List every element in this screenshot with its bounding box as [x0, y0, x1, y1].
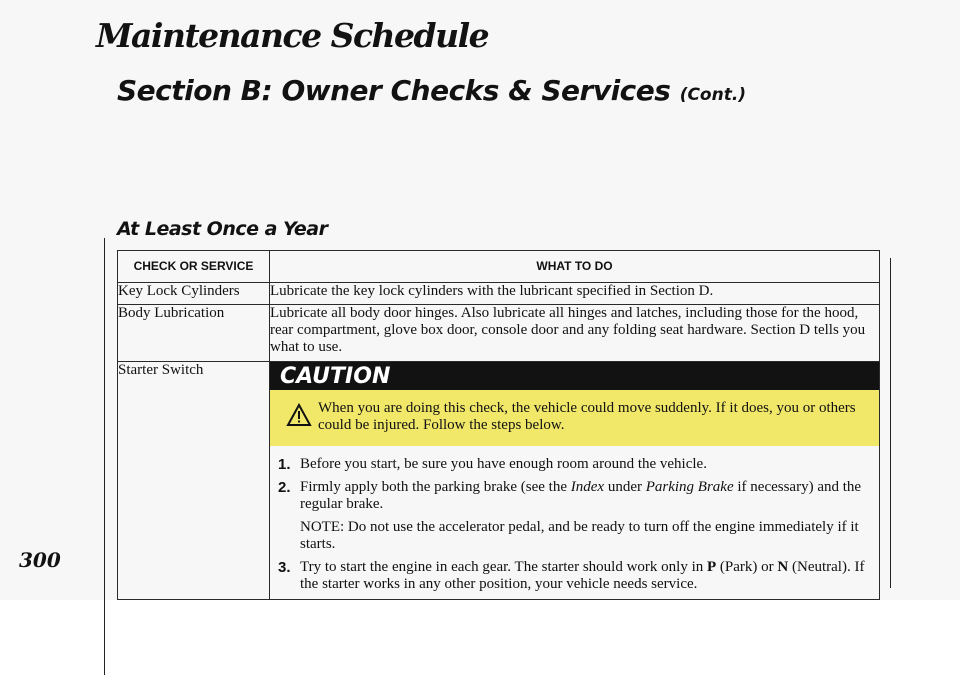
list-item	[278, 479, 871, 513]
caution-box	[270, 390, 879, 446]
table-row	[118, 283, 880, 305]
step-text-part: (Park) or	[716, 559, 778, 575]
step-text-part: Firmly apply both the parking brake (see the	[300, 479, 571, 495]
step-text	[300, 559, 871, 593]
index-reference: Index	[570, 479, 605, 495]
table-row	[118, 362, 880, 600]
list-item	[278, 559, 871, 593]
left-margin-rule	[104, 238, 105, 675]
row-item: Starter Switch	[118, 362, 270, 600]
caution-label: CAUTION	[270, 362, 879, 390]
caution-text: When you are doing this check, the vehicle could move suddenly. If it does, you or others could be injured. Follow the steps below.	[318, 400, 856, 433]
step-number: 2.	[278, 479, 291, 496]
maintenance-table	[117, 250, 880, 600]
step-text-part: Try to start the engine in each gear. The starter should work only in	[300, 559, 707, 575]
gear-neutral: N	[777, 559, 789, 575]
step-text: Before you start, be sure you have enough room around the vehicle.	[300, 456, 707, 472]
step-text-part: (Neutral). If the starter works in any other position, your vehicle needs service.	[300, 559, 865, 592]
table-row	[118, 305, 880, 362]
subtitle-cont: (Cont.)	[679, 85, 747, 105]
page-number: 300	[19, 548, 61, 572]
row-instructions: Lubricate the key lock cylinders with the lubricant specified in Section D.	[270, 283, 880, 305]
row-item: Body Lubrication	[118, 305, 270, 362]
parking-brake-reference: Parking Brake	[645, 479, 734, 495]
row-instructions: Lubricate all body door hinges. Also lubricate all hinges and latches, including those for the hood, rear compartment, glove box door, console door and any folding seat hardware. Section D tells you what to use.	[270, 305, 880, 362]
right-margin-rule	[890, 258, 891, 588]
step-text-part: under	[604, 479, 646, 495]
section-heading: At Least Once a Year	[117, 218, 328, 240]
list-item	[278, 456, 871, 473]
starter-switch-instructions	[270, 362, 880, 600]
section-subtitle	[117, 74, 746, 107]
row-item: Key Lock Cylinders	[118, 283, 270, 305]
footer-band	[0, 600, 960, 676]
gear-park: P	[707, 559, 717, 575]
subtitle-text: Section B: Owner Checks & Services	[117, 74, 671, 107]
step-number: 3.	[278, 559, 291, 576]
step-text-part: if necessary) and the regular brake.	[300, 479, 862, 512]
step-text	[300, 479, 871, 513]
step-number: 1.	[278, 456, 291, 473]
page-title: Maintenance Schedule	[96, 16, 489, 55]
table-header-row	[118, 251, 880, 283]
column-header-check: CHECK OR SERVICE	[118, 251, 270, 283]
steps-list	[270, 446, 879, 593]
column-header-what: WHAT TO DO	[270, 251, 880, 283]
note-text: NOTE: Do not use the accelerator pedal, and be ready to turn off the engine immediately if it starts.	[300, 519, 859, 552]
warning-triangle-icon	[286, 403, 312, 427]
